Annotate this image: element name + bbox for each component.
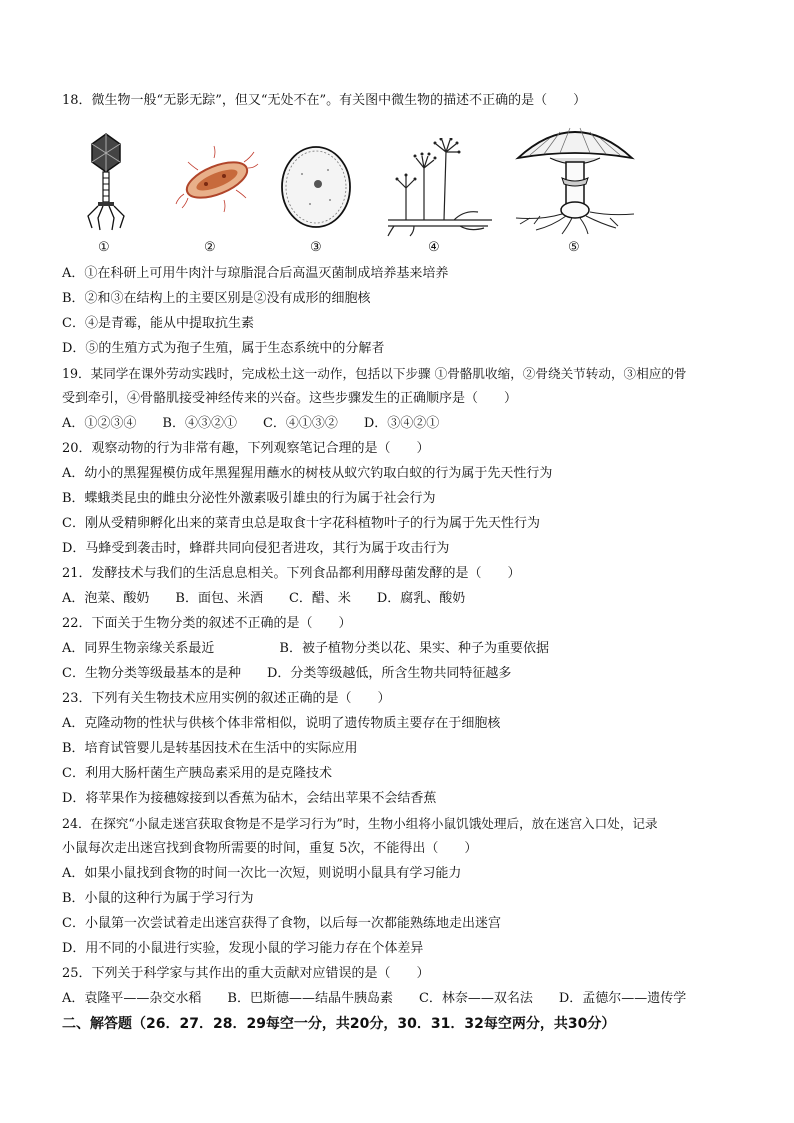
q22-stem: 22．下面关于生物分类的叙述不正确的是（ ） <box>62 616 352 631</box>
q20-option-c: C．刚从受精卵孵化出来的菜青虫总是取食十字花科植物叶子的行为属于先天性行为 <box>62 516 540 531</box>
q24-stem-line2: 小鼠每次走出迷宫找到食物所需要的时间，重复 5次，不能得出（ ） <box>62 841 478 856</box>
q22-options-line1: A．同界生物亲缘关系最近 B．被子植物分类以花、果实、种子为重要依据 <box>62 641 549 656</box>
q20-option-b: B．蝶蛾类昆虫的雌虫分泌性外激素吸引雄虫的行为属于社会行为 <box>62 491 436 506</box>
yeast-cell-figure <box>280 144 352 230</box>
mushroom-figure <box>510 118 640 236</box>
q24-option-d: D．用不同的小鼠进行实验，发现小鼠的学习能力存在个体差异 <box>62 941 424 956</box>
q20-option-a: A．幼小的黑猩猩模仿成年黑猩猩用蘸水的树枝从蚁穴钓取白蚁的行为属于先天性行为 <box>62 466 553 481</box>
q25-options: A．袁隆平——杂交水稻 B．巴斯德——结晶牛胰岛素 C．林奈——双名法 D．孟德尔——遗传学 <box>62 991 687 1006</box>
q18-stem: 18．微生物一般“无影无踪”，但又“无处不在”。有关图中微生物的描述不正确的是（ ） <box>62 93 587 108</box>
q24-stem-line1: 24．在探究“小鼠走迷宫获取食物是不是学习行为”时，生物小组将小鼠饥饿处理后，放在迷宫入口处，记录 <box>62 816 658 831</box>
bacterium-figure <box>174 144 260 214</box>
figure-label-1: ① <box>98 240 110 255</box>
q19-stem-line2: 受到牵引，④骨骼肌接受神经传来的兴奋。这些步骤发生的正确顺序是（ ） <box>62 391 518 406</box>
q24-option-b: B．小鼠的这种行为属于学习行为 <box>62 891 254 906</box>
q23-option-a: A．克隆动物的性状与供核个体非常相似，说明了遗传物质主要存在于细胞核 <box>62 716 501 731</box>
q24-option-a: A．如果小鼠找到食物的时间一次比一次短，则说明小鼠具有学习能力 <box>62 866 462 881</box>
q22-options-line2: C．生物分类等级最基本的是种 D．分类等级越低，所含生物共同特征越多 <box>62 666 512 681</box>
q23-option-b: B．培育试管婴儿是转基因技术在生活中的实际应用 <box>62 741 358 756</box>
q24-option-c: C．小鼠第一次尝试着走出迷宫获得了食物，以后每一次都能熟练地走出迷宫 <box>62 916 501 931</box>
q23-option-d: D．将苹果作为接穗嫁接到以香蕉为砧木，会结出苹果不会结香蕉 <box>62 791 437 806</box>
q19-options: A．①②③④ B．④③②① C．④①③② D．③④②① <box>62 416 440 431</box>
figure-label-4: ④ <box>428 240 440 255</box>
figure-label-2: ② <box>204 240 216 255</box>
q25-stem: 25．下列关于科学家与其作出的重大贡献对应错误的是（ ） <box>62 966 430 981</box>
penicillium-figure <box>384 138 496 238</box>
bacteriophage-figure <box>80 132 132 232</box>
q18-figures <box>62 118 752 258</box>
q19-stem-line1: 19．某同学在课外劳动实践时，完成松土这一动作，包括以下步骤 ①骨骼肌收缩，②骨绕关节转动，③相应的骨 <box>62 366 687 381</box>
section-2-heading: 二、解答题（26．27．28．29每空一分，共20分，30．31．32每空两分，共30分） <box>62 1016 616 1032</box>
q23-option-c: C．利用大肠杆菌生产胰岛素采用的是克隆技术 <box>62 766 332 781</box>
q21-options: A．泡菜、酸奶 B．面包、米酒 C．醋、米 D．腐乳、酸奶 <box>62 591 466 606</box>
q21-stem: 21．发酵技术与我们的生活息息相关。下列食品都利用酵母菌发酵的是（ ） <box>62 566 521 581</box>
q20-option-d: D．马蜂受到袭击时，蜂群共同向侵犯者进攻，其行为属于攻击行为 <box>62 541 450 556</box>
figure-label-3: ③ <box>310 240 322 255</box>
q18-option-c: C．④是青霉，能从中提取抗生素 <box>62 316 254 331</box>
figure-label-5: ⑤ <box>568 240 580 255</box>
q20-stem: 20．观察动物的行为非常有趣，下列观察笔记合理的是（ ） <box>62 441 430 456</box>
q18-option-a: A．①在科研上可用牛肉汁与琼脂混合后高温灭菌制成培养基来培养 <box>62 266 449 281</box>
q18-option-d: D．⑤的生殖方式为孢子生殖，属于生态系统中的分解者 <box>62 341 385 356</box>
q23-stem: 23．下列有关生物技术应用实例的叙述正确的是（ ） <box>62 691 391 706</box>
q18-option-b: B．②和③在结构上的主要区别是②没有成形的细胞核 <box>62 291 371 306</box>
